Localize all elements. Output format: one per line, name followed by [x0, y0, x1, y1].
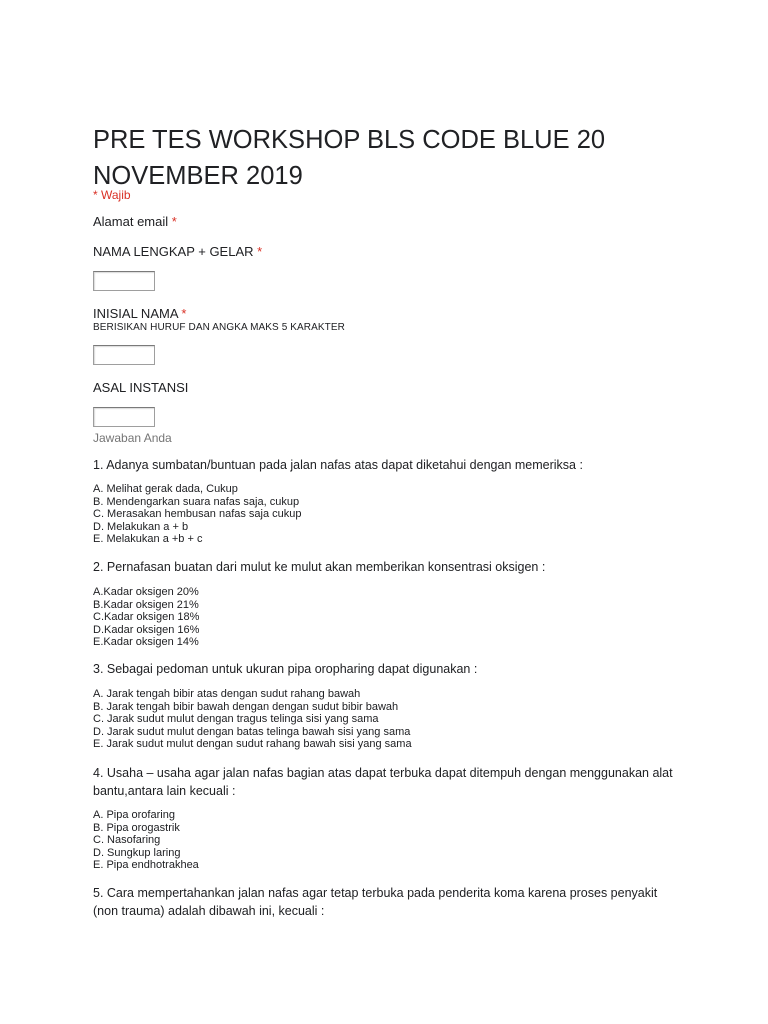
initials-label	[93, 306, 186, 321]
form-title: PRE TES WORKSHOP BLS CODE BLUE 20 NOVEMBER 2019	[93, 126, 606, 190]
question-4: 4. Usaha – usaha agar jalan nafas bagian atas dapat terbuka dapat ditempuh dengan menggunakan alat bantu,antara lain kecuali :	[93, 766, 673, 798]
question-3: 3. Sebagai pedoman untuk ukuran pipa oropharing dapat digunakan :	[93, 662, 478, 676]
initials-input[interactable]	[93, 345, 155, 365]
institution-input[interactable]	[93, 407, 155, 427]
required-note: * Wajib	[93, 188, 131, 202]
full-name-label	[93, 244, 262, 259]
option-item: A. Jarak tengah bibir atas dengan sudut rahang bawah	[93, 688, 361, 700]
question-3-options	[93, 688, 412, 751]
initials-label-text: INISIAL NAMA	[93, 306, 178, 321]
option-item: B.Kadar oksigen 21%	[93, 598, 199, 611]
option-item: D.Kadar oksigen 16%	[93, 623, 200, 636]
question-2: 2. Pernafasan buatan dari mulut ke mulut akan memberikan konsentrasi oksigen :	[93, 560, 546, 574]
option-item: E. Melakukan a +b + c	[93, 533, 203, 546]
option-item: A. Pipa orofaring	[93, 809, 175, 821]
email-label	[93, 214, 177, 229]
answer-hint: Jawaban Anda	[93, 431, 172, 445]
option-item: E. Pipa endhotrakhea	[93, 859, 199, 872]
question-5: 5. Cara mempertahankan jalan nafas agar tetap terbuka pada penderita koma karena proses penyakit (non trauma) adalah dibawah ini, kecuali :	[93, 886, 658, 918]
question-4-options	[93, 809, 199, 872]
option-item: E. Jarak sudut mulut dengan sudut rahang bawah sisi yang sama	[93, 738, 412, 751]
option-item: B. Pipa orogastrik	[93, 821, 180, 834]
option-item: E.Kadar oksigen 14%	[93, 636, 199, 649]
question-1-options	[93, 483, 302, 546]
option-item: C. Merasakan hembusan nafas saja cukup	[93, 508, 302, 521]
question-1: 1. Adanya sumbatan/buntuan pada jalan nafas atas dapat diketahui dengan memeriksa :	[93, 458, 583, 472]
required-star: *	[181, 306, 187, 321]
question-2-options	[93, 586, 199, 649]
option-item: D. Sungkup laring	[93, 846, 181, 859]
initials-sublabel: BERISIKAN HURUF DAN ANGKA MAKS 5 KARAKTER	[93, 322, 345, 333]
institution-label: ASAL INSTANSI	[93, 380, 189, 395]
full-name-input[interactable]	[93, 271, 155, 291]
option-item: D. Jarak sudut mulut dengan batas telinga bawah sisi yang sama	[93, 725, 411, 738]
option-item: B. Mendengarkan suara nafas saja, cukup	[93, 495, 300, 508]
option-item: D. Melakukan a + b	[93, 520, 189, 533]
full-name-label-text: NAMA LENGKAP + GELAR	[93, 244, 254, 259]
option-item: A.Kadar oksigen 20%	[93, 586, 199, 598]
option-item: C. Jarak sudut mulut dengan tragus telinga sisi yang sama	[93, 713, 379, 726]
required-star: *	[171, 214, 177, 229]
option-item: A. Melihat gerak dada, Cukup	[93, 483, 238, 495]
option-item: B. Jarak tengah bibir bawah dengan dengan sudut bibir bawah	[93, 700, 399, 713]
required-star: *	[257, 244, 263, 259]
email-label-text: Alamat email	[93, 214, 169, 229]
option-item: C.Kadar oksigen 18%	[93, 611, 200, 624]
option-item: C. Nasofaring	[93, 834, 161, 847]
